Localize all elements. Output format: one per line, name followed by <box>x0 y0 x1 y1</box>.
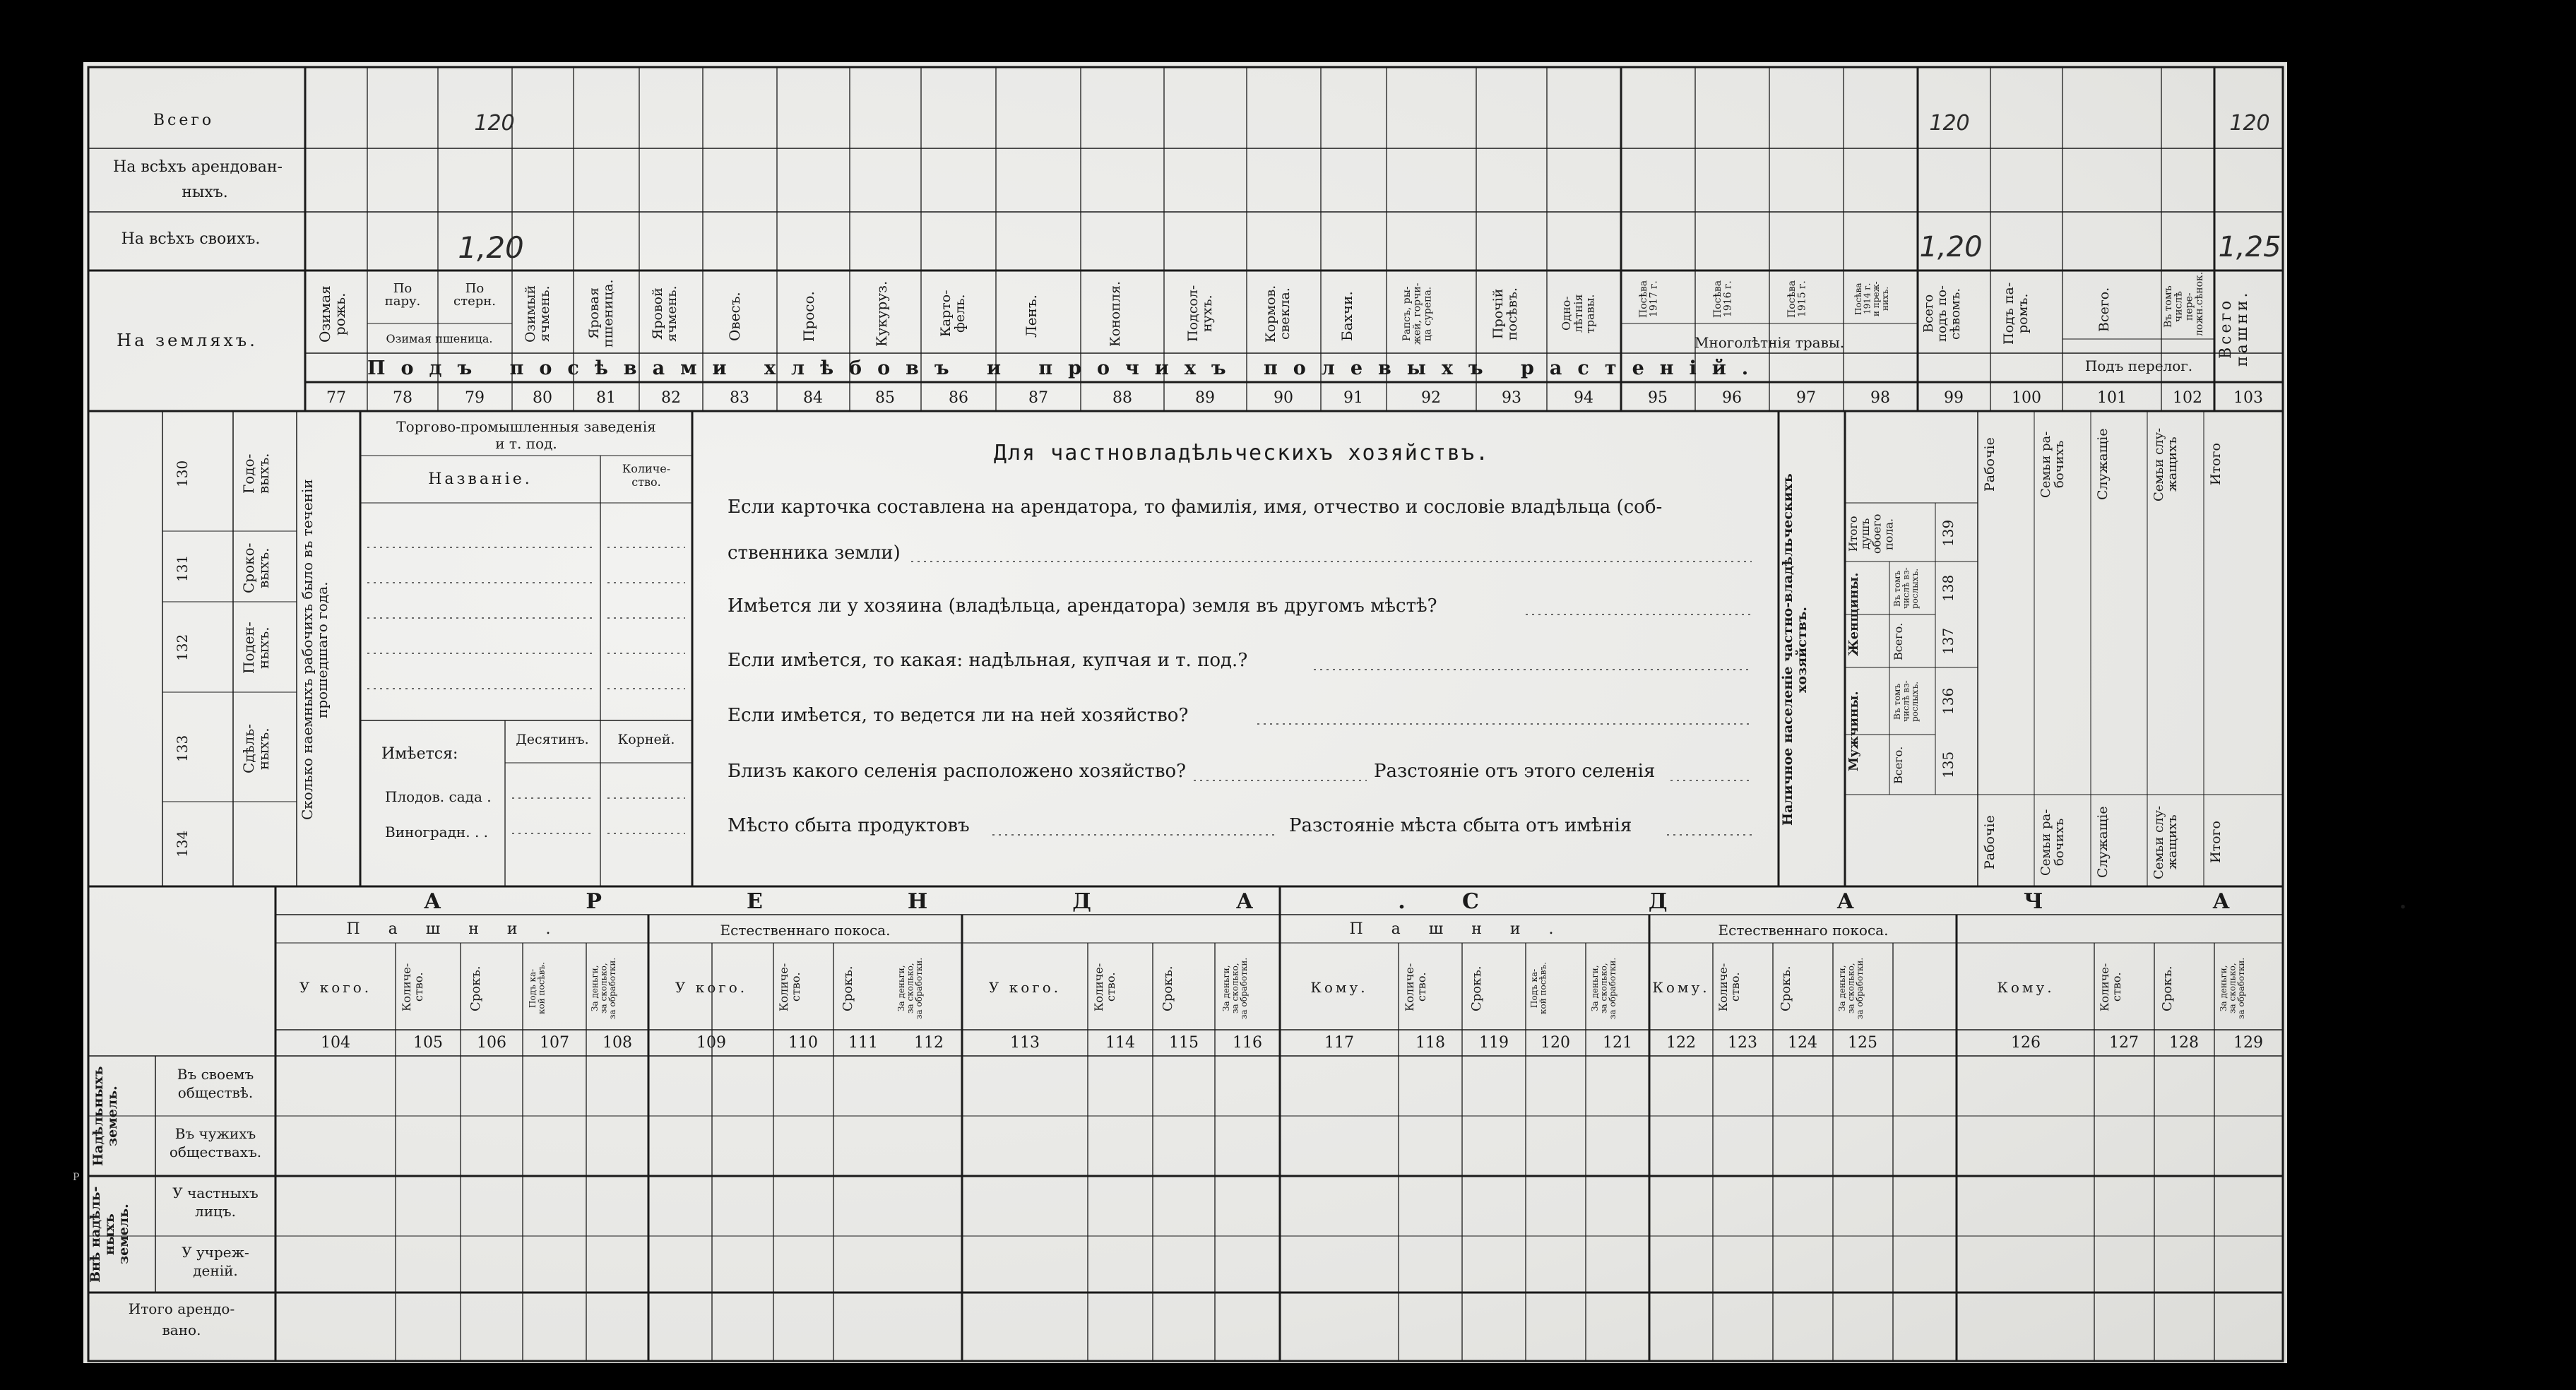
num-138: 138 <box>1940 574 1957 602</box>
pop-col-worker-families-top: Семьи ра- бочихъ <box>2038 431 2067 498</box>
trade-orchard: Плодов. сада . <box>385 788 492 805</box>
arenda-pashni: Пашни. <box>346 920 579 938</box>
workers-label-yearly: Годо- выхъ. <box>240 453 272 494</box>
arenda-pokos: Естественнаго покоса. <box>720 922 891 939</box>
crop-header-101: Всего. <box>2096 287 2112 332</box>
col-num-94: 94 <box>1574 389 1593 407</box>
trade-col-des: Десятинъ. <box>516 732 589 747</box>
crop-header-83: Овесъ. <box>726 292 743 341</box>
crop-header-98: Посѣва 1914 г. и преж- нихъ. <box>1853 281 1890 316</box>
arenda-pokos-kol: Количе- ство. <box>777 963 802 1011</box>
arenda-pashni-pod-kak: Подъ ка- кой посѣвъ. <box>528 962 547 1014</box>
private-q1b: ственника земли) <box>728 542 901 564</box>
col-num-116: 116 <box>1233 1034 1262 1052</box>
col-num-128: 128 <box>2169 1034 2199 1052</box>
col-num-111: 111 <box>848 1034 878 1052</box>
private-q5a: Близъ какого селенія расположено хозяйство? <box>728 761 1187 782</box>
population-men: Мужчины. <box>1846 691 1861 771</box>
group-perennial: Многолѣтнія травы. <box>1694 334 1845 351</box>
men-of-adults: Въ томъ числѣ вз- рослыхъ. <box>1892 680 1921 723</box>
population-total-souls: Итого душъ обоего пола. <box>1846 513 1896 554</box>
col-num-125: 125 <box>1848 1034 1877 1052</box>
crop-header-90: Кормов. свекла. <box>1263 285 1293 343</box>
num-135: 135 <box>1940 751 1957 779</box>
trade-col-qty: Количе- ство. <box>622 462 671 489</box>
col-num-117: 117 <box>1324 1034 1354 1052</box>
crop-header-87: Ленъ. <box>1023 295 1040 338</box>
population-caption: Наличное населеніе частно-владѣльческихъ хозяйствъ. <box>1780 473 1810 826</box>
crop-header-77: Озимая рожь. <box>316 285 348 343</box>
arenda-other-u-kogo: У кого. <box>988 979 1062 996</box>
crop-header-103: Всего пашни. <box>2217 290 2252 367</box>
col-num-86: 86 <box>949 389 968 407</box>
row-institutions: У учреж- деній. <box>182 1244 249 1279</box>
col-num-104: 104 <box>321 1034 350 1052</box>
num-139: 139 <box>1940 519 1957 547</box>
pop-col-employee-families-top: Семьи слу- жащихъ <box>2151 427 2180 501</box>
arenda-other-srok: Срокъ. <box>1161 966 1175 1012</box>
private-q2: Имѣется ли у хозяина (владѣльца, арендатора) земля въ другомъ мѣстѣ? <box>728 595 1437 617</box>
col-num-122: 122 <box>1666 1034 1696 1052</box>
crop-header-100: Подъ па- ромъ. <box>2001 282 2031 345</box>
col-num-110: 110 <box>788 1034 818 1052</box>
arenda-other-kol: Количе- ство. <box>1092 963 1117 1011</box>
col-num-93: 93 <box>1502 389 1521 407</box>
handwritten-own-79: 1,20 <box>458 230 524 265</box>
arenda-other-za-dengi: За деньги, за сколько, за обработки. <box>1221 957 1250 1019</box>
private-q1a: Если карточка составлена на арендатора, то фамилія, имя, отчество и сословіе владѣльца (соб- <box>728 497 1663 518</box>
col-num-105: 105 <box>413 1034 443 1052</box>
col-num-95: 95 <box>1648 389 1668 407</box>
workers-caption: Сколько наемныхъ рабочихъ было въ теченіи прошедшаго года. <box>299 479 331 821</box>
col-num-100: 100 <box>2012 389 2041 407</box>
num-130: 130 <box>174 460 191 487</box>
private-title: Для частновладѣльческихъ хозяйствъ. <box>993 441 1490 465</box>
col-num-119: 119 <box>1479 1034 1509 1052</box>
col-num-129: 129 <box>2233 1034 2263 1052</box>
col-num-124: 124 <box>1788 1034 1817 1052</box>
col-num-120: 120 <box>1541 1034 1570 1052</box>
crop-header-94: Одно- лѣтнія травы. <box>1560 294 1597 333</box>
crop-header-85: Кукуруз. <box>873 280 890 347</box>
col-num-78: 78 <box>393 389 412 407</box>
crop-header-79: По стерн. <box>453 281 496 309</box>
col-num-96: 96 <box>1722 389 1742 407</box>
col-num-115: 115 <box>1169 1034 1199 1052</box>
private-q5b: Разстояніе отъ этого селенія <box>1374 761 1656 782</box>
row-label-rented-2: ныхъ. <box>182 184 228 201</box>
col-num-98: 98 <box>1870 389 1890 407</box>
crop-header-80: Озимый ячмень. <box>523 285 552 343</box>
workers-label-piece: Сдѣль- ныхъ. <box>240 723 272 774</box>
sdacha-pokos: Естественнаго покоса. <box>1718 922 1889 939</box>
sdacha-pashni-srok: Срокъ. <box>1469 966 1484 1012</box>
trade-title: Торгово-промышленныя заведенія и т. под. <box>396 418 656 452</box>
col-num-97: 97 <box>1796 389 1816 407</box>
col-num-109: 109 <box>696 1034 726 1052</box>
crop-header-89: Подсол- нухъ. <box>1185 285 1215 343</box>
col-num-90: 90 <box>1274 389 1293 407</box>
num-137: 137 <box>1940 627 1957 655</box>
sdacha-pokos-kol: Количе- ство. <box>1716 963 1742 1011</box>
sdacha-pokos-za-dengi: За деньги, за сколько, за обработки. <box>1837 957 1865 1019</box>
crop-header-81: Яровая пшеница. <box>586 279 616 348</box>
crop-header-96: Посѣва 1916 г. <box>1712 280 1734 318</box>
col-num-103: 103 <box>2233 389 2263 407</box>
crop-header-88: Конопля. <box>1108 280 1123 347</box>
private-q3: Если имѣется, то какая: надѣльная, купчая и т. под.? <box>728 650 1248 671</box>
workers-label-daily: Поден- ныхъ. <box>240 622 272 674</box>
lease-sdacha-title: СДАЧА. <box>1462 889 2576 914</box>
crop-header-99: Всего подъ по- сѣвомъ. <box>1921 285 1963 343</box>
col-num-112: 112 <box>914 1034 944 1052</box>
group-fallow: Подъ перелог. <box>2084 357 2193 374</box>
sdacha-pashni-komu: Кому. <box>1310 979 1368 996</box>
pop-col-workers-bottom: Рабочіе <box>1982 815 1998 869</box>
sdacha-other-za-dengi: За деньги, за сколько, за обработки. <box>2219 957 2247 1019</box>
crops-banner: Подъ посѣвами хлѣбовъ и прочихъ полевыхъ растеній. <box>367 357 1764 379</box>
crop-header-102: Въ томъ числѣ пере- ложн.сѣнок. <box>2163 271 2206 336</box>
sdacha-pokos-srok: Срокъ. <box>1779 966 1793 1012</box>
col-num-79: 79 <box>465 389 485 407</box>
col-num-123: 123 <box>1728 1034 1757 1052</box>
handwritten-total-103: 120 <box>2229 111 2270 136</box>
col-num-83: 83 <box>730 389 749 407</box>
trade-has: Имѣется: <box>381 745 458 763</box>
sdacha-pokos-komu: Кому. <box>1652 979 1710 996</box>
col-num-88: 88 <box>1112 389 1132 407</box>
sdacha-other-komu: Кому. <box>1997 979 2055 996</box>
row-group-vne: Внѣ надѣль- ныхъ земель. <box>88 1186 131 1283</box>
row-label-land: На земляхъ. <box>117 331 258 350</box>
handwritten-own-103: 1,25 <box>2218 231 2281 263</box>
row-label-rented-1: На всѣхъ арендован- <box>113 158 283 176</box>
col-num-108: 108 <box>603 1034 632 1052</box>
sdacha-pashni-pod-kak: Подъ ка- кой посѣвъ. <box>1529 962 1548 1014</box>
population-women: Женщины. <box>1846 572 1861 657</box>
trade-vineyard: Виноградн. . . <box>385 824 489 840</box>
row-total-rented: Итого арендо- вано. <box>128 1300 235 1338</box>
col-num-101: 101 <box>2097 389 2127 407</box>
trade-col-name: Названіе. <box>428 470 533 488</box>
col-num-121: 121 <box>1603 1034 1632 1052</box>
col-num-99: 99 <box>1944 389 1964 407</box>
col-num-77: 77 <box>326 389 346 407</box>
row-label-own: На всѣхъ своихъ. <box>121 230 261 248</box>
col-num-80: 80 <box>533 389 552 407</box>
pop-col-employees-bottom: Служащіе <box>2095 806 2111 879</box>
col-num-92: 92 <box>1421 389 1441 407</box>
col-num-91: 91 <box>1343 389 1363 407</box>
row-own-society: Въ своемъ обществѣ. <box>177 1066 254 1101</box>
col-num-89: 89 <box>1195 389 1215 407</box>
crop-header-97: Посѣва 1915 г. <box>1786 280 1808 318</box>
row-other-societies: Въ чужихъ обществахъ. <box>169 1125 262 1160</box>
crop-header-78: По пару. <box>384 281 421 309</box>
women-all: Всего. <box>1892 622 1905 660</box>
crop-header-86: Карто- фель. <box>938 290 968 338</box>
crop-header-95: Посѣва 1917 г. <box>1638 280 1660 318</box>
col-num-82: 82 <box>661 389 681 407</box>
handwritten-own-99: 1,20 <box>1919 231 1983 263</box>
handwritten-total-79: 120 <box>474 111 515 136</box>
pop-col-worker-families-bottom: Семьи ра- бочихъ <box>2038 809 2067 876</box>
crop-header-92: Рапсъ, ры- жей, горчи- ца сурепа. <box>1401 283 1434 345</box>
handwritten-total-99: 120 <box>1929 111 1970 136</box>
pop-col-workers-top: Рабочіе <box>1982 437 1998 492</box>
sdacha-pashni: Пашни. <box>1349 920 1582 938</box>
arenda-pashni-za-dengi: За деньги, за сколько, за обработки. <box>590 957 618 1019</box>
col-num-84: 84 <box>803 389 823 407</box>
col-num-81: 81 <box>596 389 616 407</box>
arenda-pokos-srok: Срокъ. <box>841 966 855 1012</box>
row-private-persons: У частныхъ лицъ. <box>172 1184 259 1220</box>
sdacha-other-srok: Срокъ. <box>2160 966 2175 1012</box>
col-num-126: 126 <box>2011 1034 2041 1052</box>
arenda-pashni-srok: Срокъ. <box>468 966 483 1012</box>
arenda-pokos-za-dengi: За деньги, за сколько, за обработки. <box>896 957 925 1019</box>
women-of-adults: Въ томъ числѣ вз- рослыхъ. <box>1892 567 1921 610</box>
col-num-118: 118 <box>1415 1034 1445 1052</box>
row-label-total: Всего <box>153 112 215 129</box>
men-all: Всего. <box>1892 746 1905 784</box>
group-winter-wheat: Озимая пшеница. <box>386 332 493 345</box>
private-q6b: Разстояніе мѣста сбыта отъ имѣнія <box>1289 815 1632 836</box>
pop-col-total-top: Итого <box>2208 443 2224 486</box>
arenda-pokos-u-kogo: У кого. <box>675 979 748 996</box>
col-num-113: 113 <box>1010 1034 1040 1052</box>
pop-col-employee-families-bottom: Семьи слу- жащихъ <box>2151 805 2180 879</box>
sdacha-pashni-za-dengi: За деньги, за сколько, за обработки. <box>1590 957 1618 1019</box>
lease-arenda-title: АРЕНДА. <box>424 889 1550 914</box>
col-num-87: 87 <box>1028 389 1048 407</box>
row-group-nadel: Надѣльныхъ земель. <box>90 1066 120 1166</box>
arenda-pashni-u-kogo: У кого. <box>299 979 372 996</box>
num-136: 136 <box>1940 687 1957 715</box>
num-131: 131 <box>174 554 191 583</box>
num-133: 133 <box>174 735 191 763</box>
col-num-106: 106 <box>477 1034 506 1052</box>
edge-mark: Р <box>73 1172 80 1183</box>
pop-col-total-bottom: Итого <box>2208 821 2224 864</box>
col-num-114: 114 <box>1105 1034 1135 1052</box>
pop-col-employees-top: Служащіе <box>2095 428 2111 501</box>
private-q4: Если имѣется, то ведется ли на ней хозяйство? <box>728 705 1189 726</box>
num-132: 132 <box>174 634 191 662</box>
col-num-127: 127 <box>2109 1034 2139 1052</box>
trade-col-roots: Корней. <box>617 732 675 747</box>
crop-header-82: Яровой ячмень. <box>650 285 679 342</box>
col-num-102: 102 <box>2173 389 2202 407</box>
crop-header-84: Просо. <box>800 291 817 342</box>
arenda-pashni-kol: Количе- ство. <box>400 963 425 1011</box>
sdacha-other-kol: Количе- ство. <box>2098 963 2123 1011</box>
sdacha-pashni-kol: Количе- ство. <box>1403 963 1428 1011</box>
private-q6a: Мѣсто сбыта продуктовъ <box>728 815 970 836</box>
col-num-107: 107 <box>540 1034 569 1052</box>
crop-header-93: Прочій посѣвъ. <box>1490 287 1520 340</box>
crop-header-91: Бахчи. <box>1339 291 1355 342</box>
workers-label-term: Сроко- выхъ. <box>240 542 272 593</box>
col-num-85: 85 <box>875 389 895 407</box>
num-134: 134 <box>174 830 191 858</box>
